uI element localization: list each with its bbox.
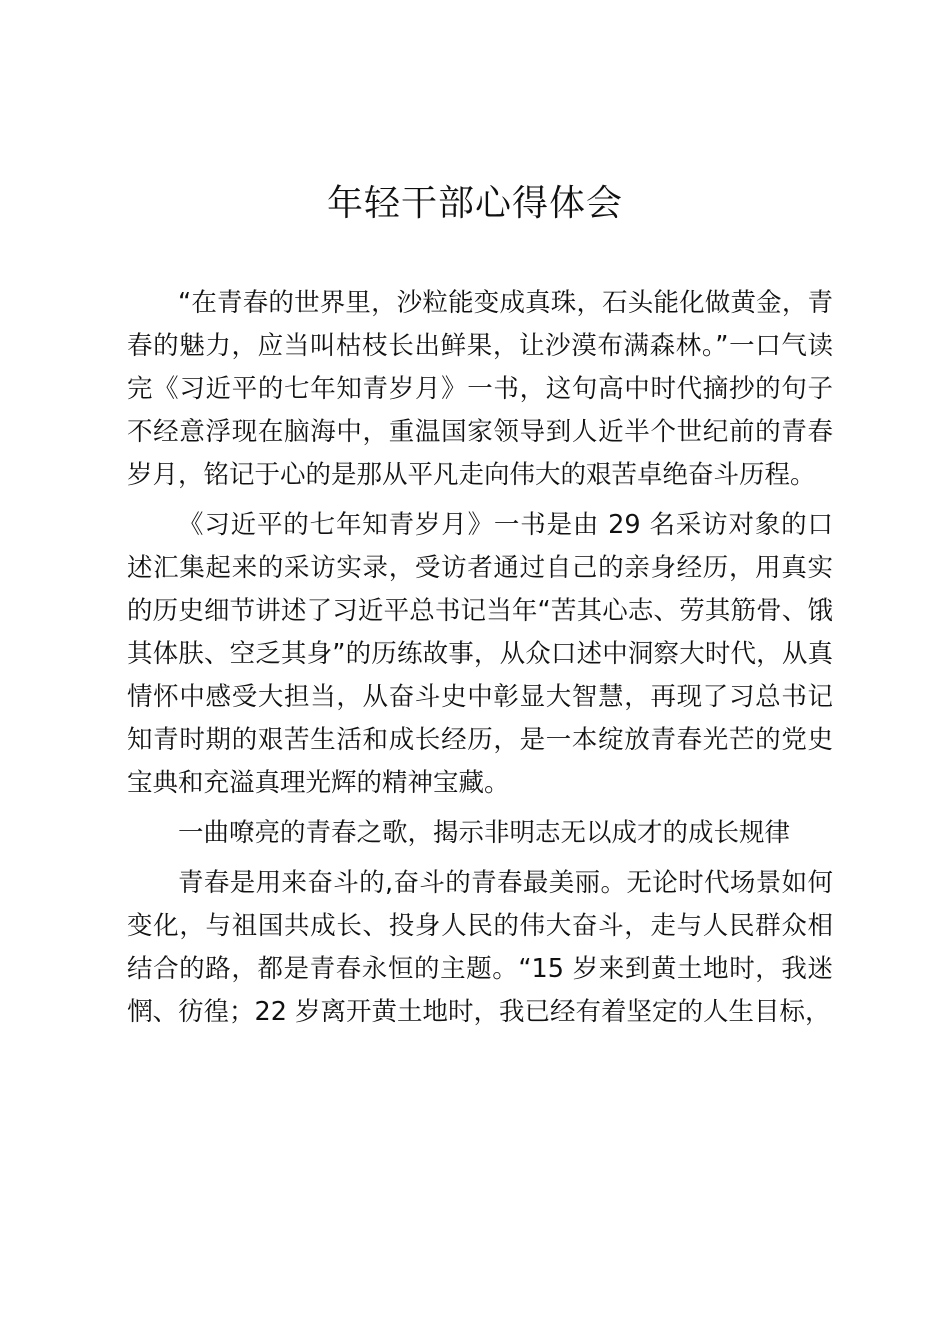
document-body — [127, 282, 833, 1041]
section-heading: 一曲嘹亮的青春之歌，揭示非明志无以成才的成长规律 — [178, 818, 791, 848]
paragraph-book-summary: 《习近平的七年知青岁月》一书是由 29 名采访对象的口述汇集起来的采访实录，受访者通过自己的亲身经历，用真实的历史细节讲述了习近平总书记当年“苦其心志、劳其筋骨、饿其体肤、空乏其身”的历练故事，从众口述中洞察大时代，从真情怀中感受大担当，从奋斗史中彰显大智慧，再现了习总书记知青时期的艰苦生活和成长经历，是一本绽放青春光芒的党史宝典和充溢真理光辉的精神宝藏。 — [127, 510, 833, 798]
paragraph-youth: 青春是用来奋斗的,奋斗的青春最美丽。无论时代场景如何变化，与祖国共成长、投身人民的伟大奋斗，走与人民群众相结合的路，都是青春永恒的主题。“15 岁来到黄土地时，我迷惘、彷徨；22 岁离开黄土地时，我已经有着坚定的人生目标， — [127, 868, 833, 1027]
page-title: 年轻干部心得体会 — [326, 183, 623, 224]
paragraph-intro: “在青春的世界里，沙粒能变成真珠，石头能化做黄金，青春的魅力，应当叫枯枝长出鲜果，让沙漠布满森林。”一口气读完《习近平的七年知青岁月》一书，这句高中时代摘抄的句子不经意浮现在脑海中，重温国家领导到人近半个世纪前的青春岁月，铭记于心的是那从平凡走向伟大的艰苦卓绝奋斗历程。 — [127, 288, 833, 490]
